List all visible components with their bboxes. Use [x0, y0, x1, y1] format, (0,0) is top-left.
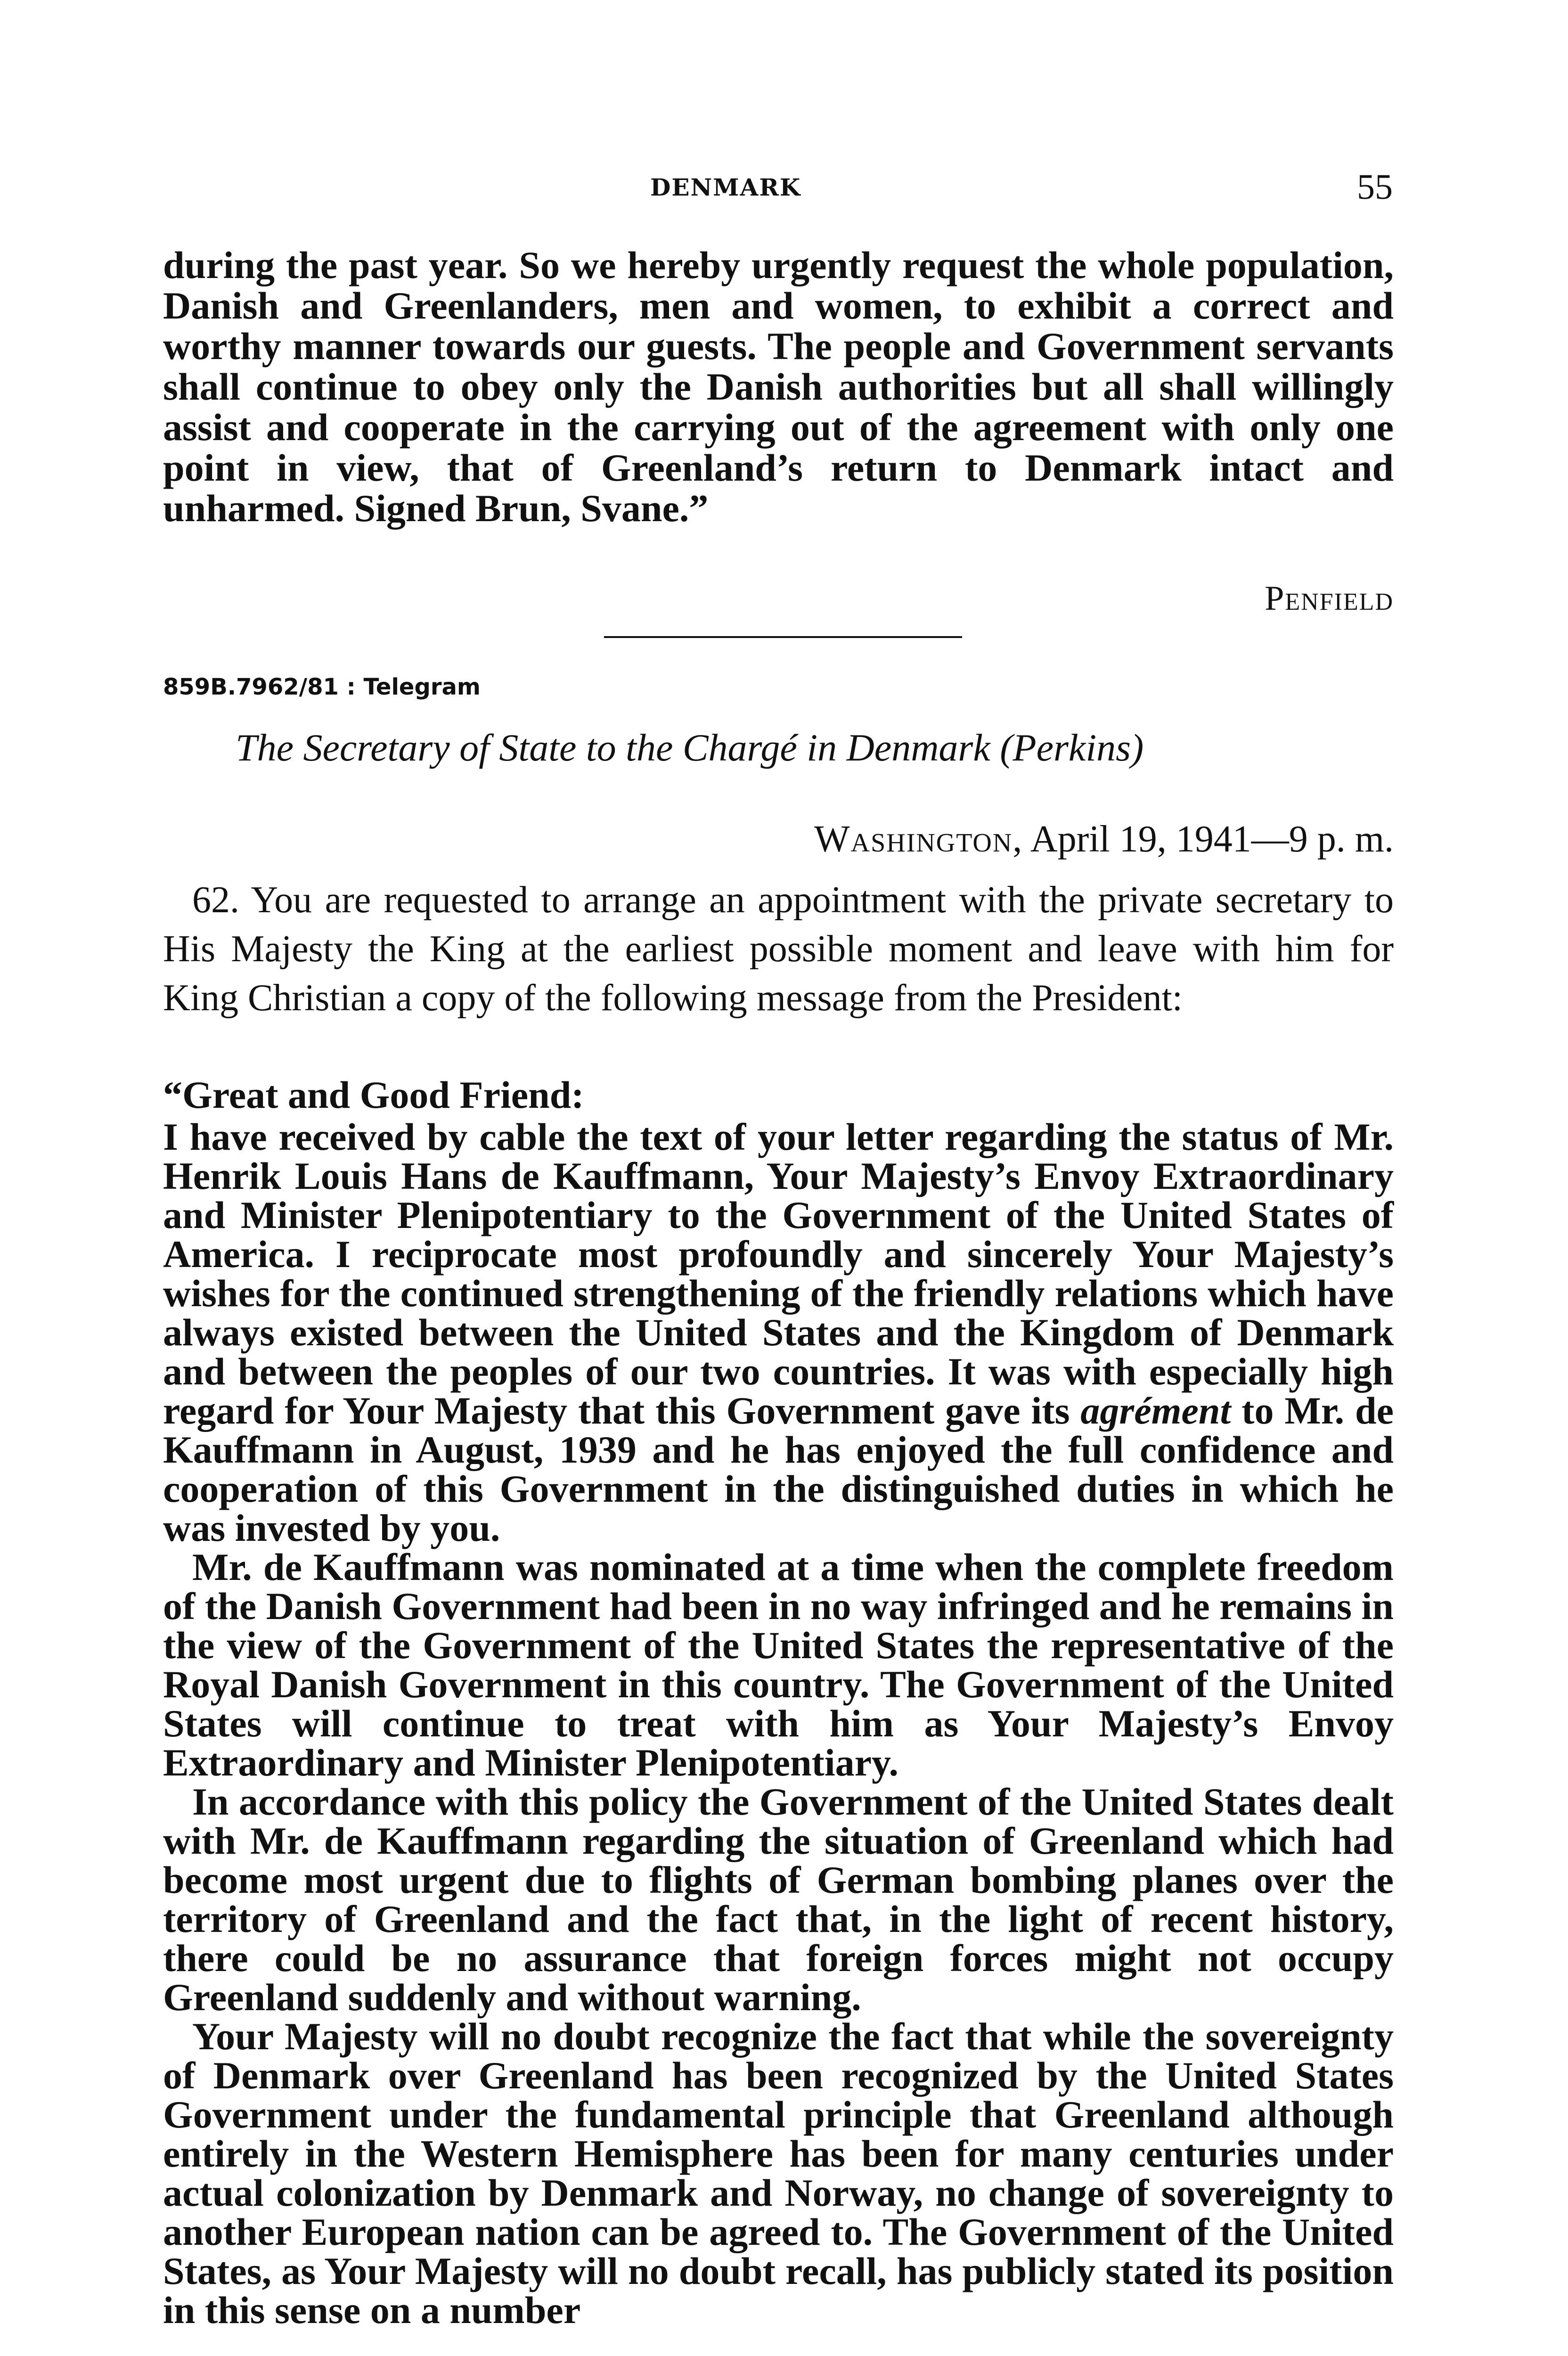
message-paragraph-1 [163, 1117, 1394, 1547]
agrement-italic: agrément [1080, 1389, 1231, 1432]
section-divider-rule [604, 636, 962, 638]
signature-penfield: Penfield [1265, 579, 1394, 618]
running-title: DENMARK [650, 173, 801, 201]
file-reference: 859B.7962/81 : Telegram [163, 674, 481, 700]
document-title: The Secretary of State to the Chargé in Denmark (Perkins) [236, 726, 1144, 769]
message-salutation: “Great and Good Friend: [163, 1073, 584, 1116]
dateline [814, 818, 1394, 861]
dateline-date: April 19, 1941—9 p. m. [1030, 818, 1394, 860]
previous-document-closing-paragraph: during the past year. So we hereby urgently request the whole population, Danish and Greenlanders, men and women, to exhibit a correct and worthy manner towards our guests. The people and Government servants shall continue to obey only the Danish authorities but all shall willingly assist and cooperate in the carrying out of the agreement with only one point in view, that of Greenland’s return to Denmark intact and unharmed. Signed Brun, Svane.” [163, 244, 1394, 530]
message-paragraph-1-text-a: I have received by cable the text of your letter regarding the status of Mr. Henrik Louis Hans de Kauffmann, Your Majesty’s Envoy Extraordinary and Minister Plenipotentiary to the Government of the United States of America. I reciprocate most profoundly and sincerely Your Majesty’s wishes for the continued strengthening of the friendly relations which have always existed between the United States and the Kingdom of Denmark and between the peoples of our two countries. It was with especially high regard for Your Majesty that this Government gave its [163, 1115, 1394, 1432]
message-paragraph-4: Your Majesty will no doubt recognize the fact that while the sovereignty of Denmark over Greenland has been recognized by the United States Government under the fundamental principle that Greenland although entirely in the Western Hemisphere has been for many centuries under actual colonization by Denmark and Norway, no change of sovereignty to another European nation can be agreed to. The Government of the United States, as Your Majesty will no doubt recall, has publicly stated its position in this sense on a number [163, 2015, 1394, 2331]
page-number: 55 [1357, 167, 1393, 207]
message-paragraph-3: In accordance with this policy the Government of the United States dealt with Mr. de Kauffmann regarding the situation of Greenland which had become most urgent due to flights of German bombing planes over the territory of Greenland and the fact that, in the light of recent history, there could be no assurance that foreign forces might not occupy Greenland suddenly and without warning. [163, 1780, 1394, 2019]
dateline-place: Washington, [814, 818, 1023, 860]
message-paragraph-2: Mr. de Kauffmann was nominated at a time when the complete freedom of the Danish Government had been in no way infringed and he remains in the view of the Government of the United States the representative of the Royal Danish Government in this country. The Government of the United States will continue to treat with him as Your Majesty’s Envoy Extraordinary and Minister Plenipotentiary. [163, 1546, 1394, 1784]
telegram-intro-paragraph: 62. You are requested to arrange an appointment with the private secretary to His Majesty the King at the earliest possible moment and leave with him for King Christian a copy of the following message from the President: [163, 879, 1394, 1019]
message-paragraph-1-text-b: to Mr. de Kauffmann in August, 1939 and he has enjoyed the full confidence and cooperation of this Government in the distinguished duties in which he was invested by you. [163, 1389, 1394, 1549]
presidential-message [163, 1075, 1394, 2330]
